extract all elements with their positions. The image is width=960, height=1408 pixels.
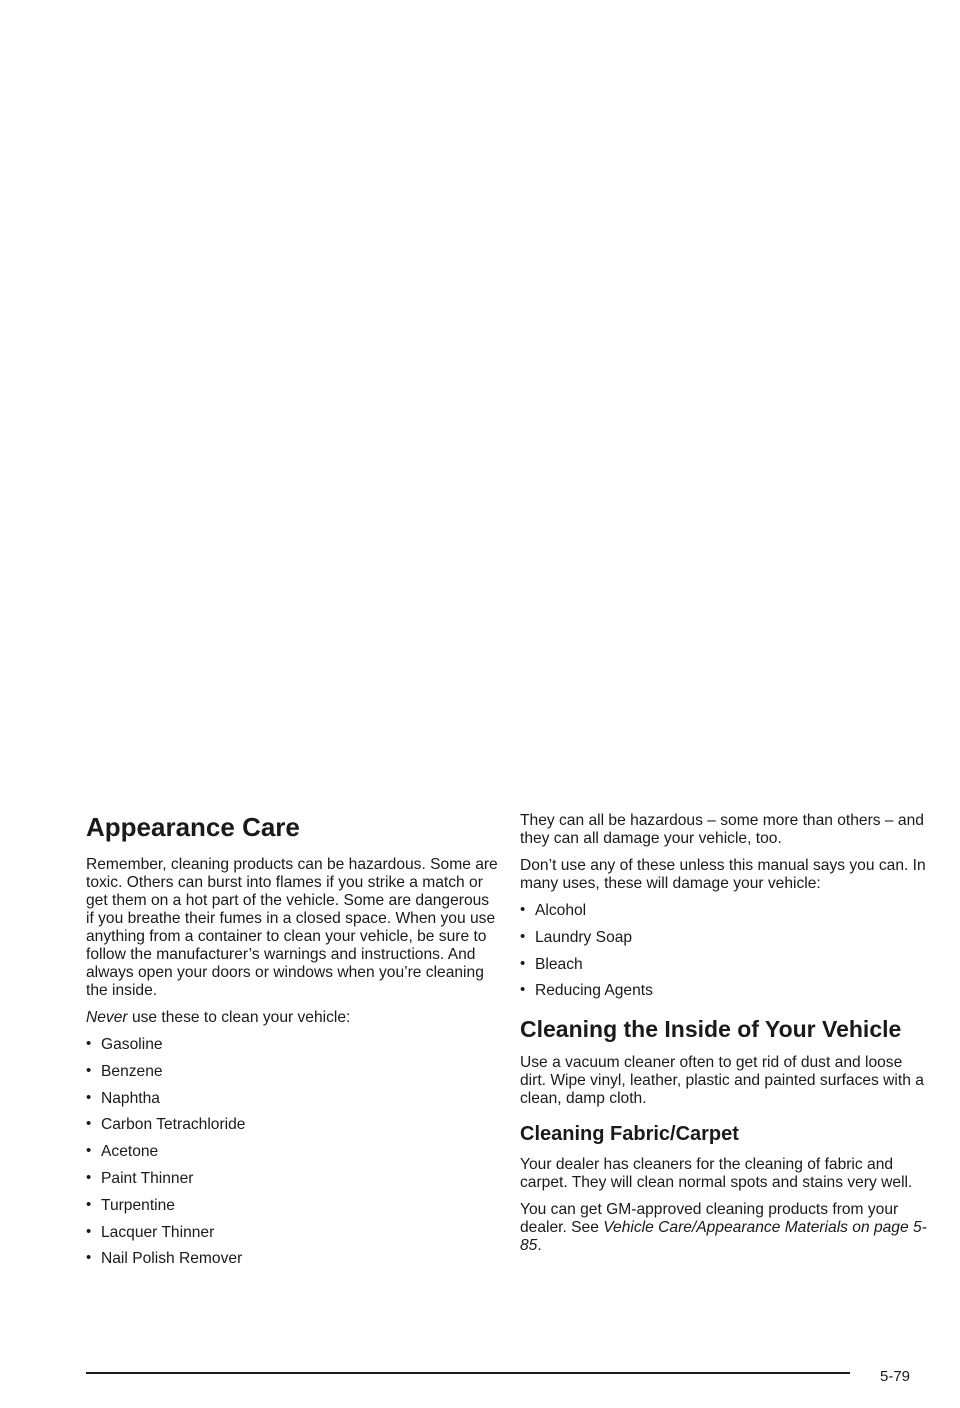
list-item-label: Carbon Tetrachloride (101, 1116, 246, 1134)
list-item (86, 1143, 498, 1161)
list-item (520, 982, 932, 1000)
list-item (520, 956, 932, 974)
cleaning-inside-paragraph: Use a vacuum cleaner often to get rid of dust and loose dirt. Wipe vinyl, leather, plastic and painted surfaces with a clean, damp cloth. (520, 1054, 924, 1108)
damage-list (520, 902, 932, 1000)
never-emphasis: Never (86, 1009, 128, 1026)
never-use-paragraph (86, 1009, 498, 1027)
bullet-icon: • (86, 1249, 92, 1267)
list-item-label: Laundry Soap (535, 928, 633, 946)
cleaning-inside-heading: Cleaning the Inside of Your Vehicle (520, 1016, 902, 1043)
bullet-icon: • (86, 1115, 92, 1133)
dont-use-paragraph: Don’t use any of these unless this manual says you can. In many uses, these will damage your vehicle: (520, 857, 926, 892)
right-column (520, 812, 932, 1264)
bullet-icon: • (520, 954, 526, 972)
list-item-label: Reducing Agents (535, 982, 653, 1000)
list-item (86, 1036, 498, 1054)
list-item-label: Nail Polish Remover (101, 1250, 243, 1268)
never-use-list (86, 1036, 498, 1268)
appearance-materials-link[interactable]: Vehicle Care/Appearance Materials on page 5-85 (520, 1219, 927, 1255)
gm-products-text: You can get GM-approved cleaning products from your dealer. See (520, 1201, 899, 1237)
left-column (86, 812, 498, 1277)
gm-products-paragraph (520, 1201, 932, 1255)
appearance-care-heading: Appearance Care (86, 812, 300, 842)
bullet-icon: • (86, 1195, 92, 1213)
list-item-label: Turpentine (101, 1196, 175, 1214)
bullet-icon: • (520, 927, 526, 945)
page-number: 5-79 (880, 1368, 911, 1385)
list-item-label: Gasoline (101, 1036, 163, 1053)
hazard-paragraph: They can all be hazardous – some more than others – and they can all damage your vehicle, too. (520, 812, 924, 847)
list-item-label: Lacquer Thinner (101, 1223, 215, 1241)
list-item (86, 1116, 498, 1134)
list-item-label: Acetone (101, 1143, 159, 1161)
list-item (86, 1063, 498, 1081)
list-item (86, 1090, 498, 1108)
bullet-icon: • (520, 901, 526, 918)
list-item-label: Alcohol (535, 902, 587, 919)
list-item (86, 1250, 498, 1268)
bullet-icon: • (520, 981, 526, 999)
bullet-icon: • (86, 1142, 92, 1160)
bullet-icon: • (86, 1168, 92, 1186)
footer-rule (86, 1372, 850, 1374)
cleaning-fabric-heading: Cleaning Fabric/Carpet (520, 1123, 739, 1146)
appearance-care-intro: Remember, cleaning products can be hazardous. Some are toxic. Others can burst into flames if you strike a match or get them on a hot part of the vehicle. Some are dangerous if you breathe their fumes in a closed space. When you use anything from a container to clean your vehicle, be sure to follow the manufacturer’s warnings and instructions. And always open your doors or windows when you’re cleaning the inside. (86, 856, 498, 999)
bullet-icon: • (86, 1222, 92, 1240)
never-use-text: use these to clean your vehicle: (127, 1009, 351, 1026)
list-item (520, 902, 932, 920)
gm-products-end: . (537, 1237, 542, 1255)
list-item (86, 1224, 498, 1242)
bullet-icon: • (86, 1088, 92, 1106)
list-item (520, 929, 932, 947)
bullet-icon: • (86, 1061, 92, 1079)
list-item-label: Naphtha (101, 1089, 160, 1107)
cleaning-fabric-paragraph: Your dealer has cleaners for the cleaning of fabric and carpet. They will clean normal spots and stains very well. (520, 1156, 913, 1192)
list-item-label: Paint Thinner (101, 1169, 194, 1187)
list-item (86, 1170, 498, 1188)
list-item-label: Benzene (101, 1062, 163, 1080)
list-item (86, 1197, 498, 1215)
bullet-icon: • (86, 1035, 92, 1052)
list-item-label: Bleach (535, 955, 583, 973)
